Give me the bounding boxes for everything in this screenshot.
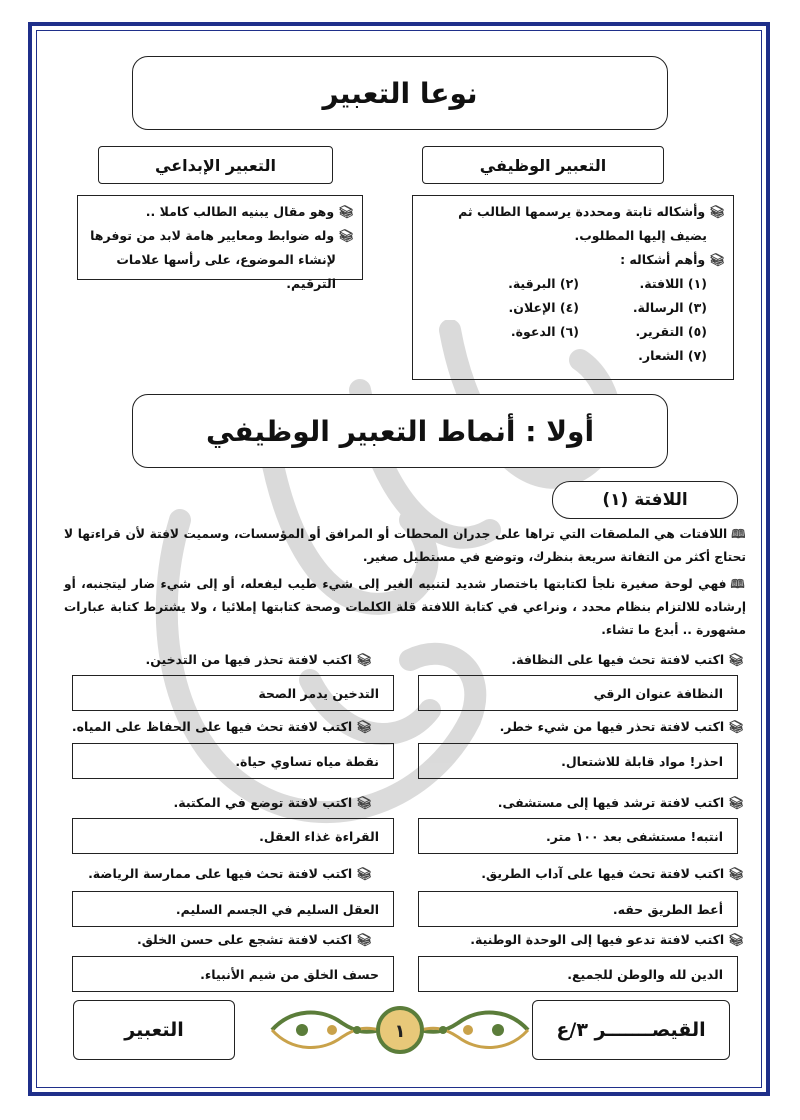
book-stack-icon: 📚︎: [338, 204, 354, 219]
creative-line-3: لإنشاء الموضوع، على رأسها علامات الترقيم.: [116, 252, 336, 291]
exercise-question: 📚︎اكتب لافتة تحذر فيها من شيء خطر.: [499, 719, 744, 734]
functional-expression-panel: [412, 195, 734, 380]
exercise-answer-box: انتبه! مستشفى بعد ١٠٠ متر.: [418, 818, 738, 854]
page-number-ornament: [262, 1003, 538, 1057]
book-stack-icon: 📚︎: [728, 866, 744, 881]
exercise-question: 📚︎اكتب لافتة تحث فيها على النظافة.: [511, 652, 744, 667]
exercise-question: 📚︎اكتب لافتة تحث فيها على آداب الطريق.: [481, 866, 744, 881]
exercise-question: 📚︎اكتب لافتة تحذر فيها من التدخين.: [145, 652, 372, 667]
book-stack-icon: 📚︎: [356, 866, 372, 881]
book-stack-icon: 📚︎: [356, 932, 372, 947]
page-title: نوعا التعبير: [132, 56, 668, 130]
exercise-question: 📚︎اكتب لافتة تدعو فيها إلى الوحدة الوطنية.: [470, 932, 744, 947]
form-item: (٥) التقرير.: [635, 324, 707, 339]
form-item: (٦) الدعوة.: [510, 324, 579, 339]
book-stack-icon: 📚︎: [338, 228, 354, 243]
open-book-icon: 🕮︎: [731, 527, 746, 541]
form-item: (٤) الإعلان.: [508, 300, 579, 315]
ornament-left-flourish: [272, 1013, 380, 1048]
exercise-answer-box: النظافة عنوان الرقي: [418, 675, 738, 711]
book-stack-icon: 📚︎: [356, 795, 372, 810]
exercise-answer-box: التدخين يدمر الصحة: [72, 675, 394, 711]
form-item: (٧) الشعار.: [638, 348, 707, 363]
functional-line-2: يضيف إليها المطلوب.: [574, 228, 707, 243]
footer-author: القيصـــــــر ٣/ع: [532, 1000, 730, 1060]
creative-expression-header: التعبير الإبداعي: [98, 146, 333, 184]
book-stack-icon: 📚︎: [709, 204, 725, 219]
form-item: (٣) الرسالة.: [632, 300, 707, 315]
book-stack-icon: 📚︎: [728, 795, 744, 810]
definition-paragraph: 🕮︎اللافتات هي الملصقات التي تراها على جدران المحطات أو المرافق أو المؤسسات، وسميت لافتة لأن قراءتها لا تحتاج أكثر من التفاتة سريعة بنظرك، وتوضع في مستطيل صغير.: [64, 527, 746, 564]
functional-forms-heading: 📚︎وأهم أشكاله :: [620, 252, 725, 267]
functional-line-1: 📚︎وأشكاله ثابتة ومحددة يرسمها الطالب ثم: [458, 204, 725, 219]
exercise-answer-box: الدين لله والوطن للجميع.: [418, 956, 738, 992]
section-title: أولا : أنماط التعبير الوظيفي: [132, 394, 668, 468]
book-stack-icon: 📚︎: [356, 652, 372, 667]
open-book-icon: 🕮︎: [730, 577, 746, 591]
creative-line-1: 📚︎وهو مقال يبنيه الطالب كاملا ..: [145, 204, 354, 219]
creative-line-2: 📚︎وله ضوابط ومعايير هامة لابد من توفرها: [90, 228, 354, 243]
exercise-answer-box: حسف الخلق من شيم الأنبياء.: [72, 956, 394, 992]
book-stack-icon: 📚︎: [709, 252, 725, 267]
ornament-right-flourish: [420, 1013, 528, 1048]
book-stack-icon: 📚︎: [728, 719, 744, 734]
functional-forms-list: [421, 272, 707, 368]
exercise-answer-box: نقطة مياه تساوي حياة.: [72, 743, 394, 779]
exercise-question: 📚︎اكتب لافتة تحث فيها على الحفاظ على المياه.: [71, 719, 372, 734]
exercise-answer-box: احذر! مواد قابلة للاشتعال.: [418, 743, 738, 779]
exercise-answer-box: أعط الطريق حقه.: [418, 891, 738, 927]
exercise-answer-box: العقل السليم في الجسم السليم.: [72, 891, 394, 927]
book-stack-icon: 📚︎: [356, 719, 372, 734]
exercise-question: 📚︎اكتب لافتة توضع في المكتبة.: [173, 795, 372, 810]
form-item: (٢) البرقية.: [508, 276, 579, 291]
footer-subject: التعبير: [73, 1000, 235, 1060]
exercise-question: 📚︎اكتب لافتة تشجع على حسن الخلق.: [136, 932, 372, 947]
functional-expression-header: التعبير الوظيفي: [422, 146, 664, 184]
creative-expression-panel: [77, 195, 363, 291]
form-item: (١) اللافتة.: [639, 276, 707, 291]
exercise-question: 📚︎اكتب لافتة تحث فيها على ممارسة الرياضة.: [88, 866, 372, 881]
exercise-answer-box: القراءة غذاء العقل.: [72, 818, 394, 854]
page-number: ١: [394, 1021, 406, 1042]
book-stack-icon: 📚︎: [728, 932, 744, 947]
subsection-title: (١) اللافتة: [552, 481, 738, 519]
exercise-question: 📚︎اكتب لافتة ترشد فيها إلى مستشفى.: [497, 795, 744, 810]
purpose-paragraph: 🕮︎فهي لوحة صغيرة نلجأ لكتابتها باختصار شديد لتنبيه الغير إلى شيء طيب ليفعله، أو إلى شيء ضار ليتجنبه، أو إرشاده للالتزام بنظام محدد ، ونراعي في كتابة اللافتة قلة الكلمات وصحة كتابتها إملائيا ، ولا يشترط كتابة عبارات مشهورة .. أبدع ما تشاء.: [64, 577, 746, 637]
book-stack-icon: 📚︎: [728, 652, 744, 667]
